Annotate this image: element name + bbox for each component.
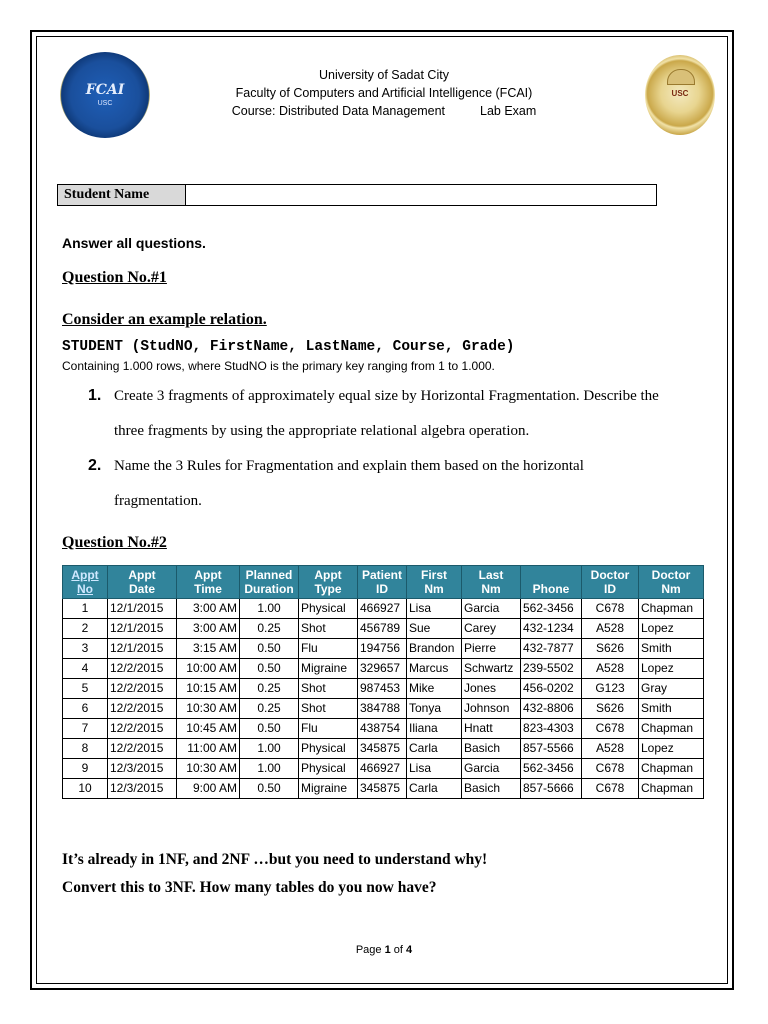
col-phone: Phone xyxy=(521,566,582,599)
cell-doctor-id: A528 xyxy=(582,739,639,759)
cell-phone: 823-4303 xyxy=(521,719,582,739)
appointments-table xyxy=(62,565,704,799)
cell-patient-id: 194756 xyxy=(358,639,407,659)
item-line: Name the 3 Rules for Fragmentation and explain them based on the horizontal xyxy=(114,458,584,474)
cell-planned-duration: 0.50 xyxy=(240,659,299,679)
table-row xyxy=(63,599,704,619)
cell-doctor-name: Lopez xyxy=(639,739,704,759)
cell-appt-no: 8 xyxy=(63,739,108,759)
cell-phone: 562-3456 xyxy=(521,759,582,779)
cell-first-name: Mike xyxy=(407,679,462,699)
cell-first-name: Iliana xyxy=(407,719,462,739)
cell-appt-date: 12/2/2015 xyxy=(108,699,177,719)
cell-doctor-id: S626 xyxy=(582,699,639,719)
usc-logo-text: USC xyxy=(671,89,689,98)
cell-appt-date: 12/2/2015 xyxy=(108,739,177,759)
cell-patient-id: 384788 xyxy=(358,699,407,719)
cell-last-name: Garcia xyxy=(462,759,521,779)
fcai-logo-text: FCAI xyxy=(85,82,125,98)
cell-appt-date: 12/3/2015 xyxy=(108,759,177,779)
cell-last-name: Pierre xyxy=(462,639,521,659)
table-row xyxy=(63,779,704,799)
cell-doctor-name: Lopez xyxy=(639,619,704,639)
cell-doctor-id: S626 xyxy=(582,639,639,659)
col-appt-type: Appt Type xyxy=(299,566,358,599)
question-1-subtitle: Consider an example relation. xyxy=(62,311,267,328)
cell-doctor-id: A528 xyxy=(582,659,639,679)
page-footer xyxy=(0,944,768,956)
cell-appt-no: 7 xyxy=(63,719,108,739)
cell-appt-type: Flu xyxy=(299,719,358,739)
cell-last-name: Schwartz xyxy=(462,659,521,679)
item-number: 2. xyxy=(88,457,102,474)
cell-doctor-name: Gray xyxy=(639,679,704,699)
cell-appt-type: Flu xyxy=(299,639,358,659)
cell-planned-duration: 0.50 xyxy=(240,779,299,799)
cell-appt-date: 12/2/2015 xyxy=(108,719,177,739)
col-patient-id: Patient ID xyxy=(358,566,407,599)
cell-doctor-name: Smith xyxy=(639,699,704,719)
cell-patient-id: 466927 xyxy=(358,599,407,619)
cell-patient-id: 345875 xyxy=(358,779,407,799)
cell-appt-type: Physical xyxy=(299,739,358,759)
question-2-title: Question No.#2 xyxy=(62,534,167,551)
faculty-name: Faculty of Computers and Artificial Intelligence (FCAI) xyxy=(235,86,533,100)
cell-appt-date: 12/1/2015 xyxy=(108,619,177,639)
cell-appt-no: 10 xyxy=(63,779,108,799)
cell-patient-id: 329657 xyxy=(358,659,407,679)
item-line: three fragments by using the appropriate relational algebra operation. xyxy=(114,423,530,439)
footer-middle: of xyxy=(390,944,407,956)
course-name: Course: Distributed Data Management xyxy=(231,104,446,118)
table-row xyxy=(63,719,704,739)
cell-appt-no: 6 xyxy=(63,699,108,719)
cell-first-name: Marcus xyxy=(407,659,462,679)
cell-first-name: Lisa xyxy=(407,759,462,779)
closing-question: Convert this to 3NF. How many tables do you now have? xyxy=(62,879,437,896)
table-row xyxy=(63,699,704,719)
table-body xyxy=(63,599,704,799)
cell-last-name: Carey xyxy=(462,619,521,639)
cell-appt-time: 3:00 AM xyxy=(177,599,240,619)
cell-appt-time: 3:00 AM xyxy=(177,619,240,639)
cell-appt-no: 5 xyxy=(63,679,108,699)
cell-appt-no: 4 xyxy=(63,659,108,679)
cell-last-name: Basich xyxy=(462,739,521,759)
col-appt-no[interactable]: Appt No xyxy=(63,566,108,599)
cell-first-name: Tonya xyxy=(407,699,462,719)
cell-first-name: Brandon xyxy=(407,639,462,659)
cell-doctor-id: C678 xyxy=(582,599,639,619)
cell-appt-time: 3:15 AM xyxy=(177,639,240,659)
cell-appt-time: 10:00 AM xyxy=(177,659,240,679)
cell-planned-duration: 0.25 xyxy=(240,619,299,639)
cell-doctor-id: C678 xyxy=(582,759,639,779)
cell-planned-duration: 1.00 xyxy=(240,599,299,619)
cell-appt-date: 12/1/2015 xyxy=(108,639,177,659)
cell-planned-duration: 1.00 xyxy=(240,759,299,779)
cell-appt-type: Shot xyxy=(299,619,358,639)
page-border-inner xyxy=(36,36,728,984)
cell-doctor-name: Lopez xyxy=(639,659,704,679)
cell-last-name: Hnatt xyxy=(462,719,521,739)
table-row xyxy=(63,659,704,679)
table-row xyxy=(63,759,704,779)
cell-appt-type: Shot xyxy=(299,679,358,699)
cell-appt-date: 12/2/2015 xyxy=(108,679,177,699)
col-appt-time: Appt Time xyxy=(177,566,240,599)
table-row xyxy=(63,739,704,759)
cell-doctor-name: Chapman xyxy=(639,759,704,779)
table-row xyxy=(63,619,704,639)
course-line xyxy=(0,102,768,120)
col-appt-date: Appt Date xyxy=(108,566,177,599)
university-name: University of Sadat City xyxy=(319,68,449,82)
cell-planned-duration: 0.50 xyxy=(240,719,299,739)
item-line: fragmentation. xyxy=(114,493,202,509)
col-doctor-id: Doctor ID xyxy=(582,566,639,599)
cell-doctor-id: C678 xyxy=(582,779,639,799)
cell-appt-type: Migraine xyxy=(299,779,358,799)
col-first-name: First Nm xyxy=(407,566,462,599)
cell-appt-date: 12/3/2015 xyxy=(108,779,177,799)
footer-page-total: 4 xyxy=(406,944,413,956)
cell-phone: 857-5666 xyxy=(521,779,582,799)
table-row xyxy=(63,639,704,659)
cell-doctor-id: A528 xyxy=(582,619,639,639)
cell-appt-type: Migraine xyxy=(299,659,358,679)
cell-doctor-id: G123 xyxy=(582,679,639,699)
cell-last-name: Jones xyxy=(462,679,521,699)
cell-doctor-name: Chapman xyxy=(639,719,704,739)
footer-prefix: Page xyxy=(355,944,385,956)
cell-appt-no: 9 xyxy=(63,759,108,779)
cell-first-name: Lisa xyxy=(407,599,462,619)
cell-doctor-name: Smith xyxy=(639,639,704,659)
cell-patient-id: 987453 xyxy=(358,679,407,699)
cell-doctor-id: C678 xyxy=(582,719,639,739)
exam-type: Lab Exam xyxy=(480,104,537,118)
cell-appt-no: 2 xyxy=(63,619,108,639)
student-name-row xyxy=(57,184,657,206)
cell-patient-id: 466927 xyxy=(358,759,407,779)
footer-page-number: 1 xyxy=(384,944,391,956)
col-doctor-name: Doctor Nm xyxy=(639,566,704,599)
cell-appt-time: 10:30 AM xyxy=(177,759,240,779)
cell-appt-no: 1 xyxy=(63,599,108,619)
cell-first-name: Carla xyxy=(407,779,462,799)
cell-patient-id: 345875 xyxy=(358,739,407,759)
table-header-row xyxy=(63,566,704,599)
cell-phone: 456-0202 xyxy=(521,679,582,699)
cell-last-name: Garcia xyxy=(462,599,521,619)
page-border-outer xyxy=(30,30,734,990)
instructions: Answer all questions. xyxy=(62,235,206,251)
cell-doctor-name: Chapman xyxy=(639,599,704,619)
cell-phone: 432-7877 xyxy=(521,639,582,659)
cell-appt-time: 10:45 AM xyxy=(177,719,240,739)
cell-patient-id: 438754 xyxy=(358,719,407,739)
cell-last-name: Basich xyxy=(462,779,521,799)
student-name-field[interactable] xyxy=(186,185,656,205)
cell-phone: 432-1234 xyxy=(521,619,582,639)
relation-schema: STUDENT (StudNO, FirstName, LastName, Course, Grade) xyxy=(62,339,515,355)
cell-appt-no: 3 xyxy=(63,639,108,659)
cell-appt-time: 11:00 AM xyxy=(177,739,240,759)
fcai-logo-subtext: USC xyxy=(97,100,113,107)
cell-doctor-name: Chapman xyxy=(639,779,704,799)
cell-last-name: Johnson xyxy=(462,699,521,719)
table-row xyxy=(63,679,704,699)
cell-appt-date: 12/2/2015 xyxy=(108,659,177,679)
question-1-title: Question No.#1 xyxy=(62,269,167,286)
item-number: 1. xyxy=(88,387,102,404)
cell-appt-time: 9:00 AM xyxy=(177,779,240,799)
cell-appt-time: 10:30 AM xyxy=(177,699,240,719)
col-planned-duration: Planned Duration xyxy=(240,566,299,599)
cell-first-name: Carla xyxy=(407,739,462,759)
item-line: Create 3 fragments of approximately equal size by Horizontal Fragmentation. Describe the xyxy=(114,388,659,404)
student-name-label: Student Name xyxy=(58,185,186,205)
cell-phone: 432-8806 xyxy=(521,699,582,719)
cell-appt-time: 10:15 AM xyxy=(177,679,240,699)
cell-appt-type: Physical xyxy=(299,759,358,779)
cell-planned-duration: 1.00 xyxy=(240,739,299,759)
cell-appt-type: Physical xyxy=(299,599,358,619)
cell-patient-id: 456789 xyxy=(358,619,407,639)
closing-statement: It’s already in 1NF, and 2NF …but you need to understand why! xyxy=(62,851,488,868)
cell-appt-type: Shot xyxy=(299,699,358,719)
cell-planned-duration: 0.25 xyxy=(240,679,299,699)
col-last-name: Last Nm xyxy=(462,566,521,599)
cell-planned-duration: 0.25 xyxy=(240,699,299,719)
cell-phone: 239-5502 xyxy=(521,659,582,679)
exam-header xyxy=(0,66,768,120)
relation-note: Containing 1.000 rows, where StudNO is the primary key ranging from 1 to 1.000. xyxy=(62,359,495,373)
cell-phone: 562-3456 xyxy=(521,599,582,619)
cell-planned-duration: 0.50 xyxy=(240,639,299,659)
cell-phone: 857-5566 xyxy=(521,739,582,759)
cell-first-name: Sue xyxy=(407,619,462,639)
cell-appt-date: 12/1/2015 xyxy=(108,599,177,619)
